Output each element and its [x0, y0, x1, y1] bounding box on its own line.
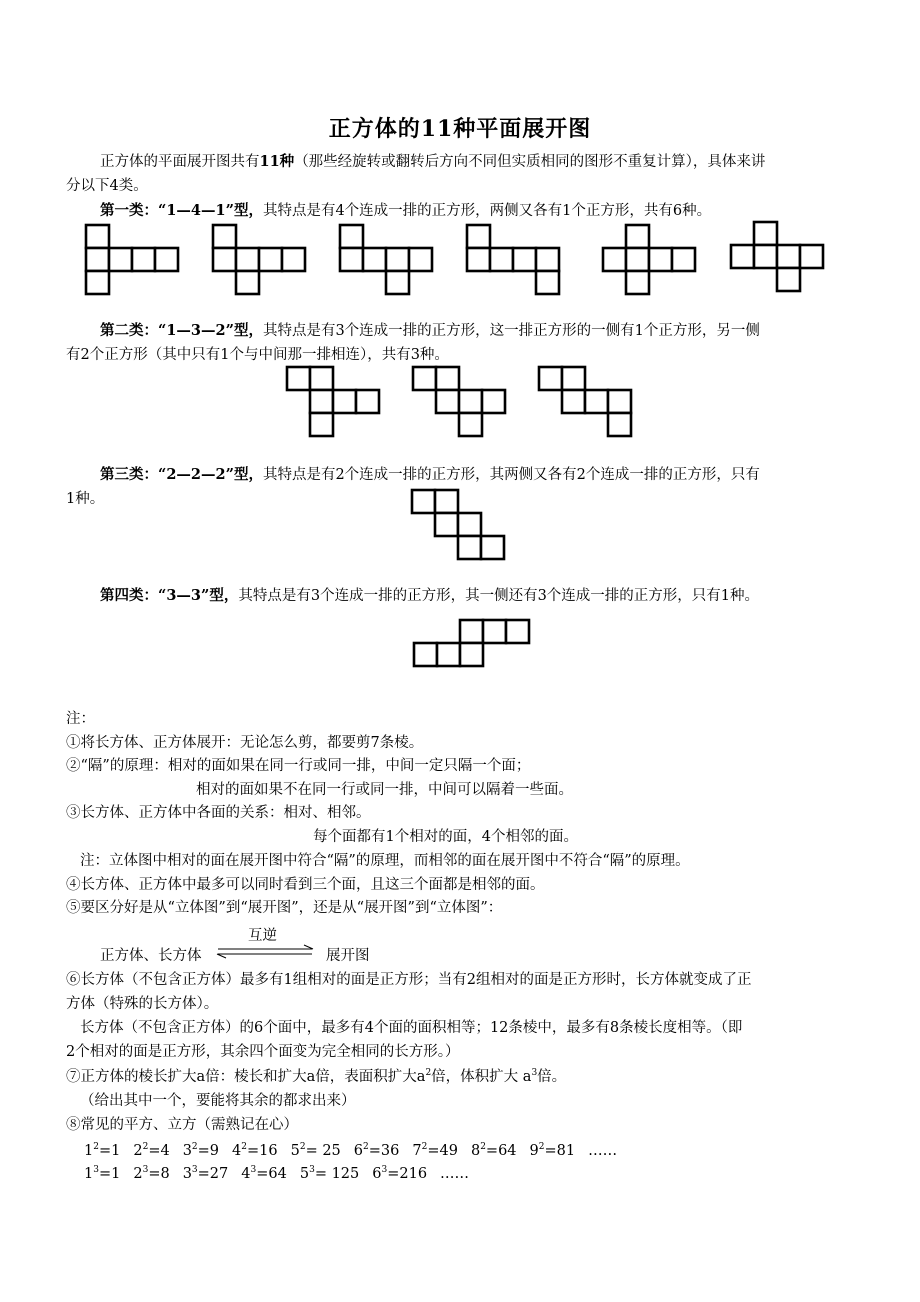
note-6c: 长方体（不包含正方体）的6个面中，最多有4个面的面积相等；12条棱中，最多有8条棱长度相等。（即	[80, 1020, 743, 1036]
ellipsis: ……	[588, 1143, 618, 1159]
net-3-3	[414, 620, 534, 668]
cat4-text: 其特点是有3个连成一排的正方形，其一侧还有3个连成一排的正方形，只有1种。	[238, 588, 760, 604]
note-5: ⑤要区分好是从“立体图”到“展开图”，还是从“展开图”到“立体图”：	[66, 900, 503, 916]
cat3-text-a: 其特点是有2个连成一排的正方形，其两侧又各有2个连成一排的正方形，只有	[262, 467, 760, 483]
net-1-4-1-b	[213, 225, 309, 297]
note-4: ④长方体、正方体中最多可以同时看到三个面，且这三个面都是相邻的面。	[66, 877, 545, 893]
net-2-2-2	[412, 490, 508, 562]
note-6d: 2个相对的面是正方形，其余四个面变为完全相同的长方形。）	[66, 1044, 460, 1060]
cat3-heading	[100, 465, 760, 485]
cube-value: $3^3=27$	[182, 1165, 229, 1182]
net-1-4-1-e	[603, 225, 699, 297]
cat2-text-a: 其特点是有3个连成一排的正方形，这一排正方形的一侧有1个正方形，另一侧	[262, 323, 760, 339]
intro-count: 11种	[259, 153, 295, 170]
note-7a-exp-1: 2	[425, 1068, 432, 1078]
square-value: $9^2=81$	[529, 1142, 576, 1159]
intro-text-a: 正方体的平面展开图共有	[100, 154, 260, 170]
cubes-row	[84, 1164, 469, 1184]
square-value: $3^2=9$	[182, 1142, 220, 1159]
note-2b: 相对的面如果不在同一行或同一排，中间可以隔着一些面。	[196, 782, 573, 798]
intro-line-1	[100, 152, 765, 172]
cube-value: $2^3=8$	[133, 1165, 170, 1182]
square-value: $7^2=49$	[412, 1142, 458, 1159]
net-1-3-2-b	[413, 367, 509, 439]
net-1-4-1-f	[731, 222, 827, 294]
square-value: $6^2=36$	[353, 1142, 400, 1159]
square-value: $5^2= 25$	[290, 1142, 341, 1159]
intro-text-b: （那些经旋转或翻转后方向不同但实质相同的图形不重复计算），具体来讲	[294, 154, 766, 170]
page-title: 正方体的11种平面展开图	[328, 116, 592, 142]
cube-value: $5^3= 125$	[299, 1165, 360, 1182]
cube-value: $4^3=64$	[241, 1165, 287, 1182]
note-7a-part-3: 倍。	[537, 1069, 567, 1085]
cat3-text-b: 1种。	[66, 491, 105, 507]
note-1: ①将长方体、正方体展开：无论怎么剪，都要剪7条棱。	[66, 735, 424, 751]
note-2a: ②“隔”的原理：相对的面如果在同一行或同一排，中间一定只隔一个面；	[66, 758, 531, 774]
note-3c: 注：立体图中相对的面在展开图中符合“隔”的原理，而相邻的面在展开图中不符合“隔”的原理。	[80, 853, 690, 869]
cat1-label: 第一类：“1—4—1”型，	[100, 202, 263, 219]
note-7a-exp-2: 3	[531, 1068, 538, 1078]
note-8: ⑧常见的平方、立方（需熟记在心）	[66, 1117, 298, 1133]
double-arrow-icon	[216, 944, 316, 960]
arrow-right-text: 展开图	[326, 948, 370, 964]
square-value: $1^2=1$	[84, 1142, 121, 1159]
cat4-label: 第四类：“3—3”型，	[100, 587, 239, 604]
cube-value: $6^3=216$	[372, 1165, 428, 1182]
net-1-3-2-a	[287, 367, 383, 439]
note-3a: ③长方体、正方体中各面的关系：相对、相邻。	[66, 805, 371, 821]
arrow-label: 互逆	[248, 928, 277, 944]
cat1-heading	[100, 201, 711, 221]
cube-value: $1^3=1$	[84, 1165, 121, 1182]
net-1-4-1-a	[86, 225, 182, 297]
note-7a-part-2: 倍，体积扩大 a	[431, 1069, 532, 1085]
square-value: $4^2=16$	[232, 1142, 278, 1159]
cat4-heading	[100, 586, 759, 606]
cat2-text-b: 有2个正方形（其中只有1个与中间那一排相连），共有3种。	[66, 347, 449, 363]
note-7a-part-1: ⑦正方体的棱长扩大a倍：棱长和扩大a倍，表面积扩大a	[66, 1069, 426, 1085]
intro-line-2: 分以下4类。	[66, 178, 148, 194]
cat3-label: 第三类：“2—2—2”型，	[100, 466, 263, 483]
notes-heading: 注：	[66, 711, 95, 727]
net-1-4-1-d	[467, 225, 563, 297]
squares-row	[84, 1141, 617, 1161]
net-1-4-1-c	[340, 225, 436, 297]
cat2-label: 第二类：“1—3—2”型，	[100, 322, 263, 339]
net-1-3-2-c	[539, 367, 635, 439]
square-value: $2^2=4$	[133, 1142, 170, 1159]
square-value: $8^2=64$	[470, 1142, 517, 1159]
note-7b: （给出其中一个，要能将其余的都求出来）	[80, 1093, 356, 1109]
cat1-text: 其特点是有4个连成一排的正方形，两侧又各有1个正方形，共有6种。	[262, 203, 712, 219]
note-6b: 方体（特殊的长方体）。	[66, 996, 219, 1012]
note-6a: ⑥长方体（不包含正方体）最多有1组相对的面是正方形；当有2组相对的面是正方形时，长方体就变成了正	[66, 972, 752, 988]
note-7a	[66, 1067, 566, 1087]
ellipsis: ……	[440, 1166, 470, 1182]
note-3b: 每个面都有1个相对的面，4个相邻的面。	[313, 829, 578, 845]
cat2-heading	[100, 321, 760, 341]
arrow-left-text: 正方体、长方体	[100, 948, 202, 964]
